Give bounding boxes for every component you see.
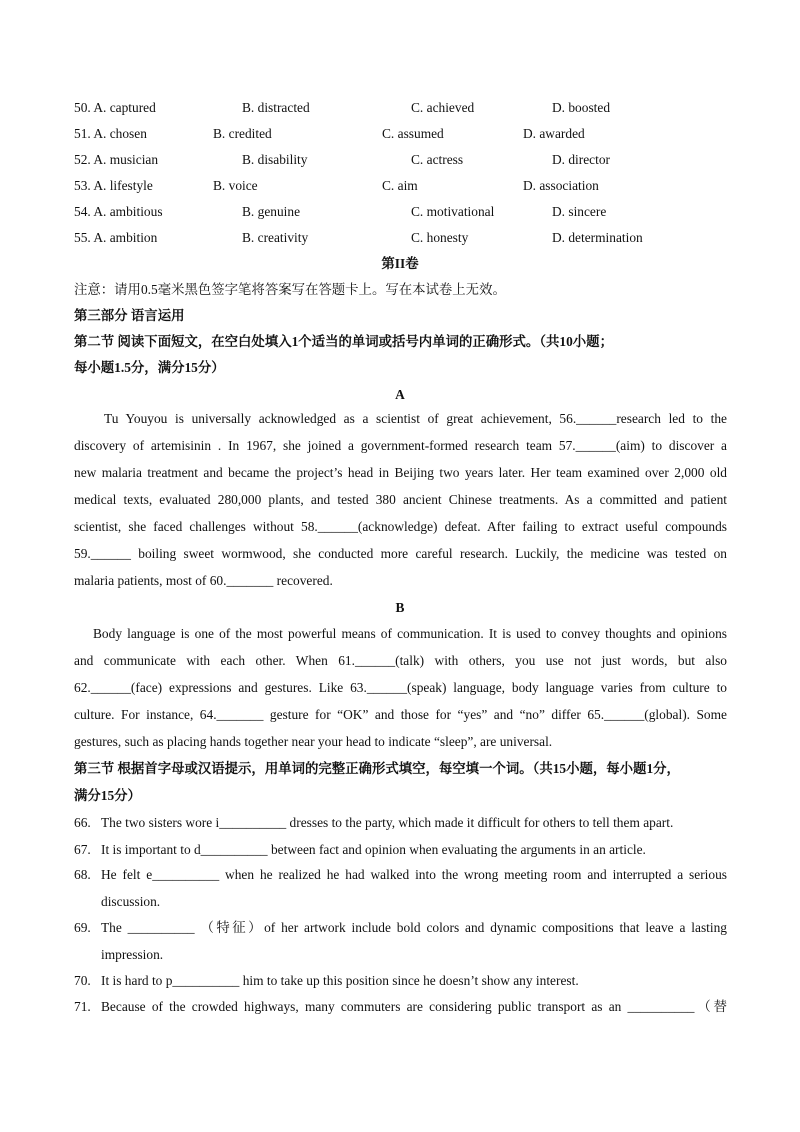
passage-line: Body language is one of the most powerful means of communication. It is used to convey thoughts and opinions — [93, 626, 727, 641]
section-heading-cont: 每小题1.5分，满分15分） — [74, 360, 225, 375]
question-line: The two sisters wore i__________ dresses to the party, which made it difficult for others to tell them apart. — [101, 815, 674, 830]
question-line: The __________ （特征）of her artwork include bold colors and dynamic compositions that leave a lasting — [101, 920, 727, 935]
question-number: 71. — [74, 999, 91, 1014]
option-a: 55. A. ambition — [74, 230, 158, 245]
option-c: C. actress — [411, 152, 464, 167]
question-number: 69. — [74, 920, 91, 935]
option-b: B. distracted — [242, 100, 310, 115]
question-line: discussion. — [101, 894, 161, 909]
option-b: B. genuine — [242, 204, 301, 219]
passage-line: 59.______ boiling sweet wormwood, she conducted more careful research. Luckily, the medicine was tested on — [74, 546, 727, 561]
notice: 注意：请用0.5毫米黑色签字笔将答案写在答题卡上。写在本试卷上无效。 — [74, 282, 506, 297]
option-d: D. awarded — [523, 126, 585, 141]
option-d: D. boosted — [552, 100, 611, 115]
part-heading: 第三部分 语言运用 — [74, 308, 185, 323]
option-b: B. creativity — [242, 230, 309, 245]
passage-line: medical texts, evaluated 280,000 plants, and tested 380 ancient Chinese treatments. As a committed and patient — [74, 492, 727, 507]
option-a: 50. A. captured — [74, 100, 156, 115]
passage-line: and communicate with each other. When 61.______(talk) with others, you use not just words, but also — [74, 653, 727, 668]
option-d: D. sincere — [552, 204, 607, 219]
question-number: 68. — [74, 867, 91, 882]
section-heading: 第二节 阅读下面短文，在空白处填入1个适当的单词或括号内单词的正确形式。（共10小题； — [74, 334, 613, 349]
passage-label: A — [395, 387, 405, 402]
option-b: B. voice — [213, 178, 258, 193]
passage-line: scientist, she faced challenges without 58.______(acknowledge) defeat. After failing to extract useful compounds — [74, 519, 727, 534]
section-heading-cont: 满分15分） — [74, 788, 141, 803]
option-a: 52. A. musician — [74, 152, 159, 167]
volume-title: 第II卷 — [381, 256, 419, 271]
option-a: 54. A. ambitious — [74, 204, 163, 219]
option-c: C. honesty — [411, 230, 469, 245]
passage-label: B — [395, 600, 405, 615]
option-c: C. aim — [382, 178, 418, 193]
option-c: C. achieved — [411, 100, 475, 115]
passage-line: discovery of artemisinin . In 1967, she joined a government-formed research team 57.______(aim) to discover a — [74, 438, 727, 453]
question-line: impression. — [101, 947, 164, 962]
passage-line: culture. For instance, 64._______ gesture for “OK” and those for “yes” and “no” differ 65.______(global). Some — [74, 707, 727, 722]
option-b: B. disability — [242, 152, 308, 167]
option-b: B. credited — [213, 126, 272, 141]
question-line: He felt e__________ when he realized he had walked into the wrong meeting room and interrupted a serious — [101, 867, 727, 882]
passage-a — [74, 405, 727, 594]
option-d: D. determination — [552, 230, 643, 245]
section-heading: 第三节 根据首字母或汉语提示，用单词的完整正确形式填空，每空填一个词。（共15小题，每小题1分， — [74, 761, 680, 776]
passage-line: Tu Youyou is universally acknowledged as a scientist of great achievement, 56.______research led to the — [104, 411, 727, 426]
option-a: 51. A. chosen — [74, 126, 147, 141]
option-d: D. director — [552, 152, 611, 167]
option-a: 53. A. lifestyle — [74, 178, 153, 193]
question-line: Because of the crowded highways, many commuters are considering public transport as an __________（替 — [101, 999, 727, 1014]
option-c: C. assumed — [382, 126, 444, 141]
option-d: D. association — [523, 178, 599, 193]
question-line: It is hard to p__________ him to take up this position since he doesn’t show any interest. — [101, 973, 579, 988]
question-number: 66. — [74, 815, 91, 830]
passage-line: new malaria treatment and became the project’s head in Beijing two years later. Her team examined over 2,000 old — [74, 465, 727, 480]
passage-line: gestures, such as placing hands together near your head to indicate “sleep”, are universal. — [74, 734, 553, 749]
option-c: C. motivational — [411, 204, 495, 219]
passage-line: malaria patients, most of 60._______ recovered. — [74, 573, 333, 588]
question-number: 67. — [74, 842, 91, 857]
passage-line: 62.______(face) expressions and gestures. Like 63.______(speak) language, body language varies from culture to — [74, 680, 727, 695]
question-line: It is important to d__________ between fact and opinion when evaluating the arguments in an article. — [101, 842, 646, 857]
question-number: 70. — [74, 973, 91, 988]
passage-b — [74, 620, 727, 755]
